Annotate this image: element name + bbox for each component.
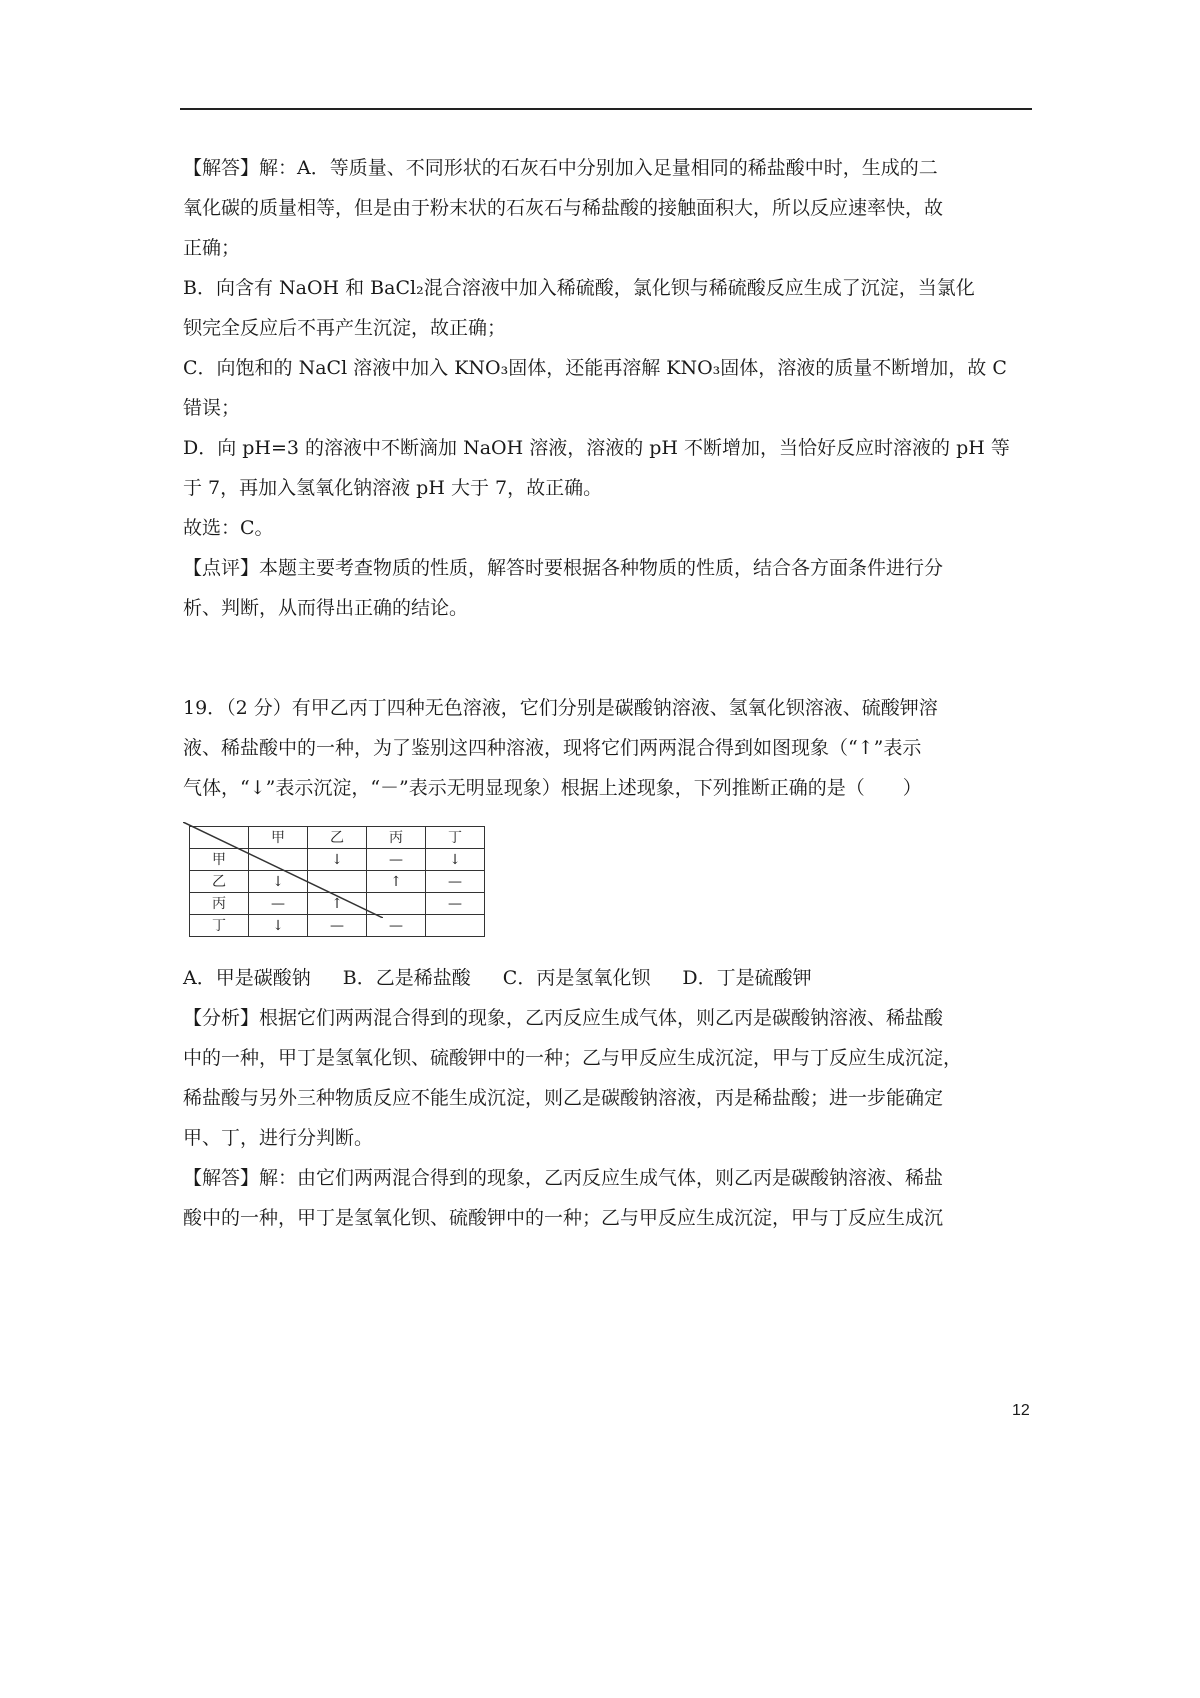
table-cell: 丁 [190, 915, 249, 937]
answer-line: 故选：C。 [183, 517, 274, 539]
option-b[interactable]: B．乙是稀盐酸 [342, 967, 471, 989]
analysis-line: 【分析】根据它们两两混合得到的现象，乙丙反应生成气体，则乙丙是碳酸钠溶液、稀盐酸 [183, 1007, 944, 1029]
table-row [190, 849, 485, 871]
table-cell: — [308, 915, 367, 937]
answer-line: 于 7，再加入氢氧化钠溶液 pH 大于 7，故正确。 [183, 477, 603, 499]
previous-answer-block [183, 148, 1029, 628]
question-stem-line: 气体，“↓”表示沉淀，“－”表示无明显现象）根据上述现象，下列推断正确的是（ ） [183, 777, 922, 799]
table-cell: — [367, 849, 426, 871]
table-cell: ↓ [426, 849, 485, 871]
table-cell [426, 915, 485, 937]
option-c[interactable]: C．丙是氢氧化钡 [502, 967, 651, 989]
comment-line: 【点评】本题主要考查物质的性质，解答时要根据各种物质的性质，结合各方面条件进行分 [183, 557, 944, 579]
table-cell [249, 849, 308, 871]
table-cell: ↓ [249, 915, 308, 937]
reaction-table-figure [183, 822, 1029, 948]
table-header-cell [190, 827, 249, 849]
table-cell [367, 893, 426, 915]
table-row [190, 893, 485, 915]
question-stem-line: 19．（2 分）有甲乙丙丁四种无色溶液，它们分别是碳酸钠溶液、氢氧化钡溶液、硫酸钾溶 [183, 697, 938, 719]
answer-line: 酸中的一种，甲丁是氢氧化钡、硫酸钾中的一种；乙与甲反应生成沉淀，甲与丁反应生成沉 [183, 1207, 944, 1229]
answer-line: 氧化碳的质量相等，但是由于粉末状的石灰石与稀盐酸的接触面积大，所以反应速率快，故 [183, 197, 944, 219]
comment-line: 析、判断，从而得出正确的结论。 [183, 597, 469, 619]
table-header-row [190, 827, 485, 849]
page-number: 12 [1012, 1402, 1030, 1419]
table-cell: — [249, 893, 308, 915]
table-row [190, 915, 485, 937]
table-cell: 乙 [190, 871, 249, 893]
table-cell: ↑ [367, 871, 426, 893]
table-header-cell: 甲 [249, 827, 308, 849]
answer-line: 【解答】解：A．等质量、不同形状的石灰石中分别加入足量相同的稀盐酸中时，生成的二 [183, 157, 938, 179]
section-gap [183, 628, 1029, 688]
table-cell: — [367, 915, 426, 937]
option-d[interactable]: D．丁是硫酸钾 [682, 967, 812, 989]
analysis-line: 中的一种，甲丁是氢氧化钡、硫酸钾中的一种；乙与甲反应生成沉淀，甲与丁反应生成沉淀， [183, 1047, 963, 1069]
question-stem-line: 液、稀盐酸中的一种，为了鉴别这四种溶液，现将它们两两混合得到如图现象（“↑”表示 [183, 737, 922, 759]
question-19 [183, 688, 1029, 1238]
table-cell: 甲 [190, 849, 249, 871]
page-content [183, 148, 1029, 1238]
answer-options [183, 958, 1029, 998]
answer-line: 错误； [183, 397, 241, 419]
reaction-table [189, 826, 485, 937]
answer-line: C．向饱和的 NaCl 溶液中加入 KNO₃固体，还能再溶解 KNO₃固体，溶液的质量不断增加，故 C [183, 357, 1007, 379]
table-header-cell: 丁 [426, 827, 485, 849]
answer-line: 钡完全反应后不再产生沉淀，故正确； [183, 317, 507, 339]
answer-line: 【解答】解：由它们两两混合得到的现象，乙丙反应生成气体，则乙丙是碳酸钠溶液、稀盐 [183, 1167, 944, 1189]
table-cell [308, 871, 367, 893]
table-row [190, 871, 485, 893]
answer-line: 正确； [183, 237, 241, 259]
table-cell: — [426, 871, 485, 893]
answer-line: B．向含有 NaOH 和 BaCl₂混合溶液中加入稀硫酸，氯化钡与稀硫酸反应生成了沉淀，当氯化 [183, 277, 975, 299]
answer-line: D．向 pH=3 的溶液中不断滴加 NaOH 溶液，溶液的 pH 不断增加，当恰好反应时溶液的 pH 等 [183, 437, 1010, 459]
table-cell: ↑ [308, 893, 367, 915]
table-cell: 丙 [190, 893, 249, 915]
analysis-line: 甲、丁，进行分判断。 [183, 1127, 374, 1149]
option-a[interactable]: A．甲是碳酸钠 [183, 967, 311, 989]
table-header-cell: 丙 [367, 827, 426, 849]
table-cell: ↓ [308, 849, 367, 871]
table-cell: — [426, 893, 485, 915]
header-rule [180, 108, 1032, 110]
table-header-cell: 乙 [308, 827, 367, 849]
table-cell: ↓ [249, 871, 308, 893]
analysis-line: 稀盐酸与另外三种物质反应不能生成沉淀，则乙是碳酸钠溶液，丙是稀盐酸；进一步能确定 [183, 1087, 944, 1109]
